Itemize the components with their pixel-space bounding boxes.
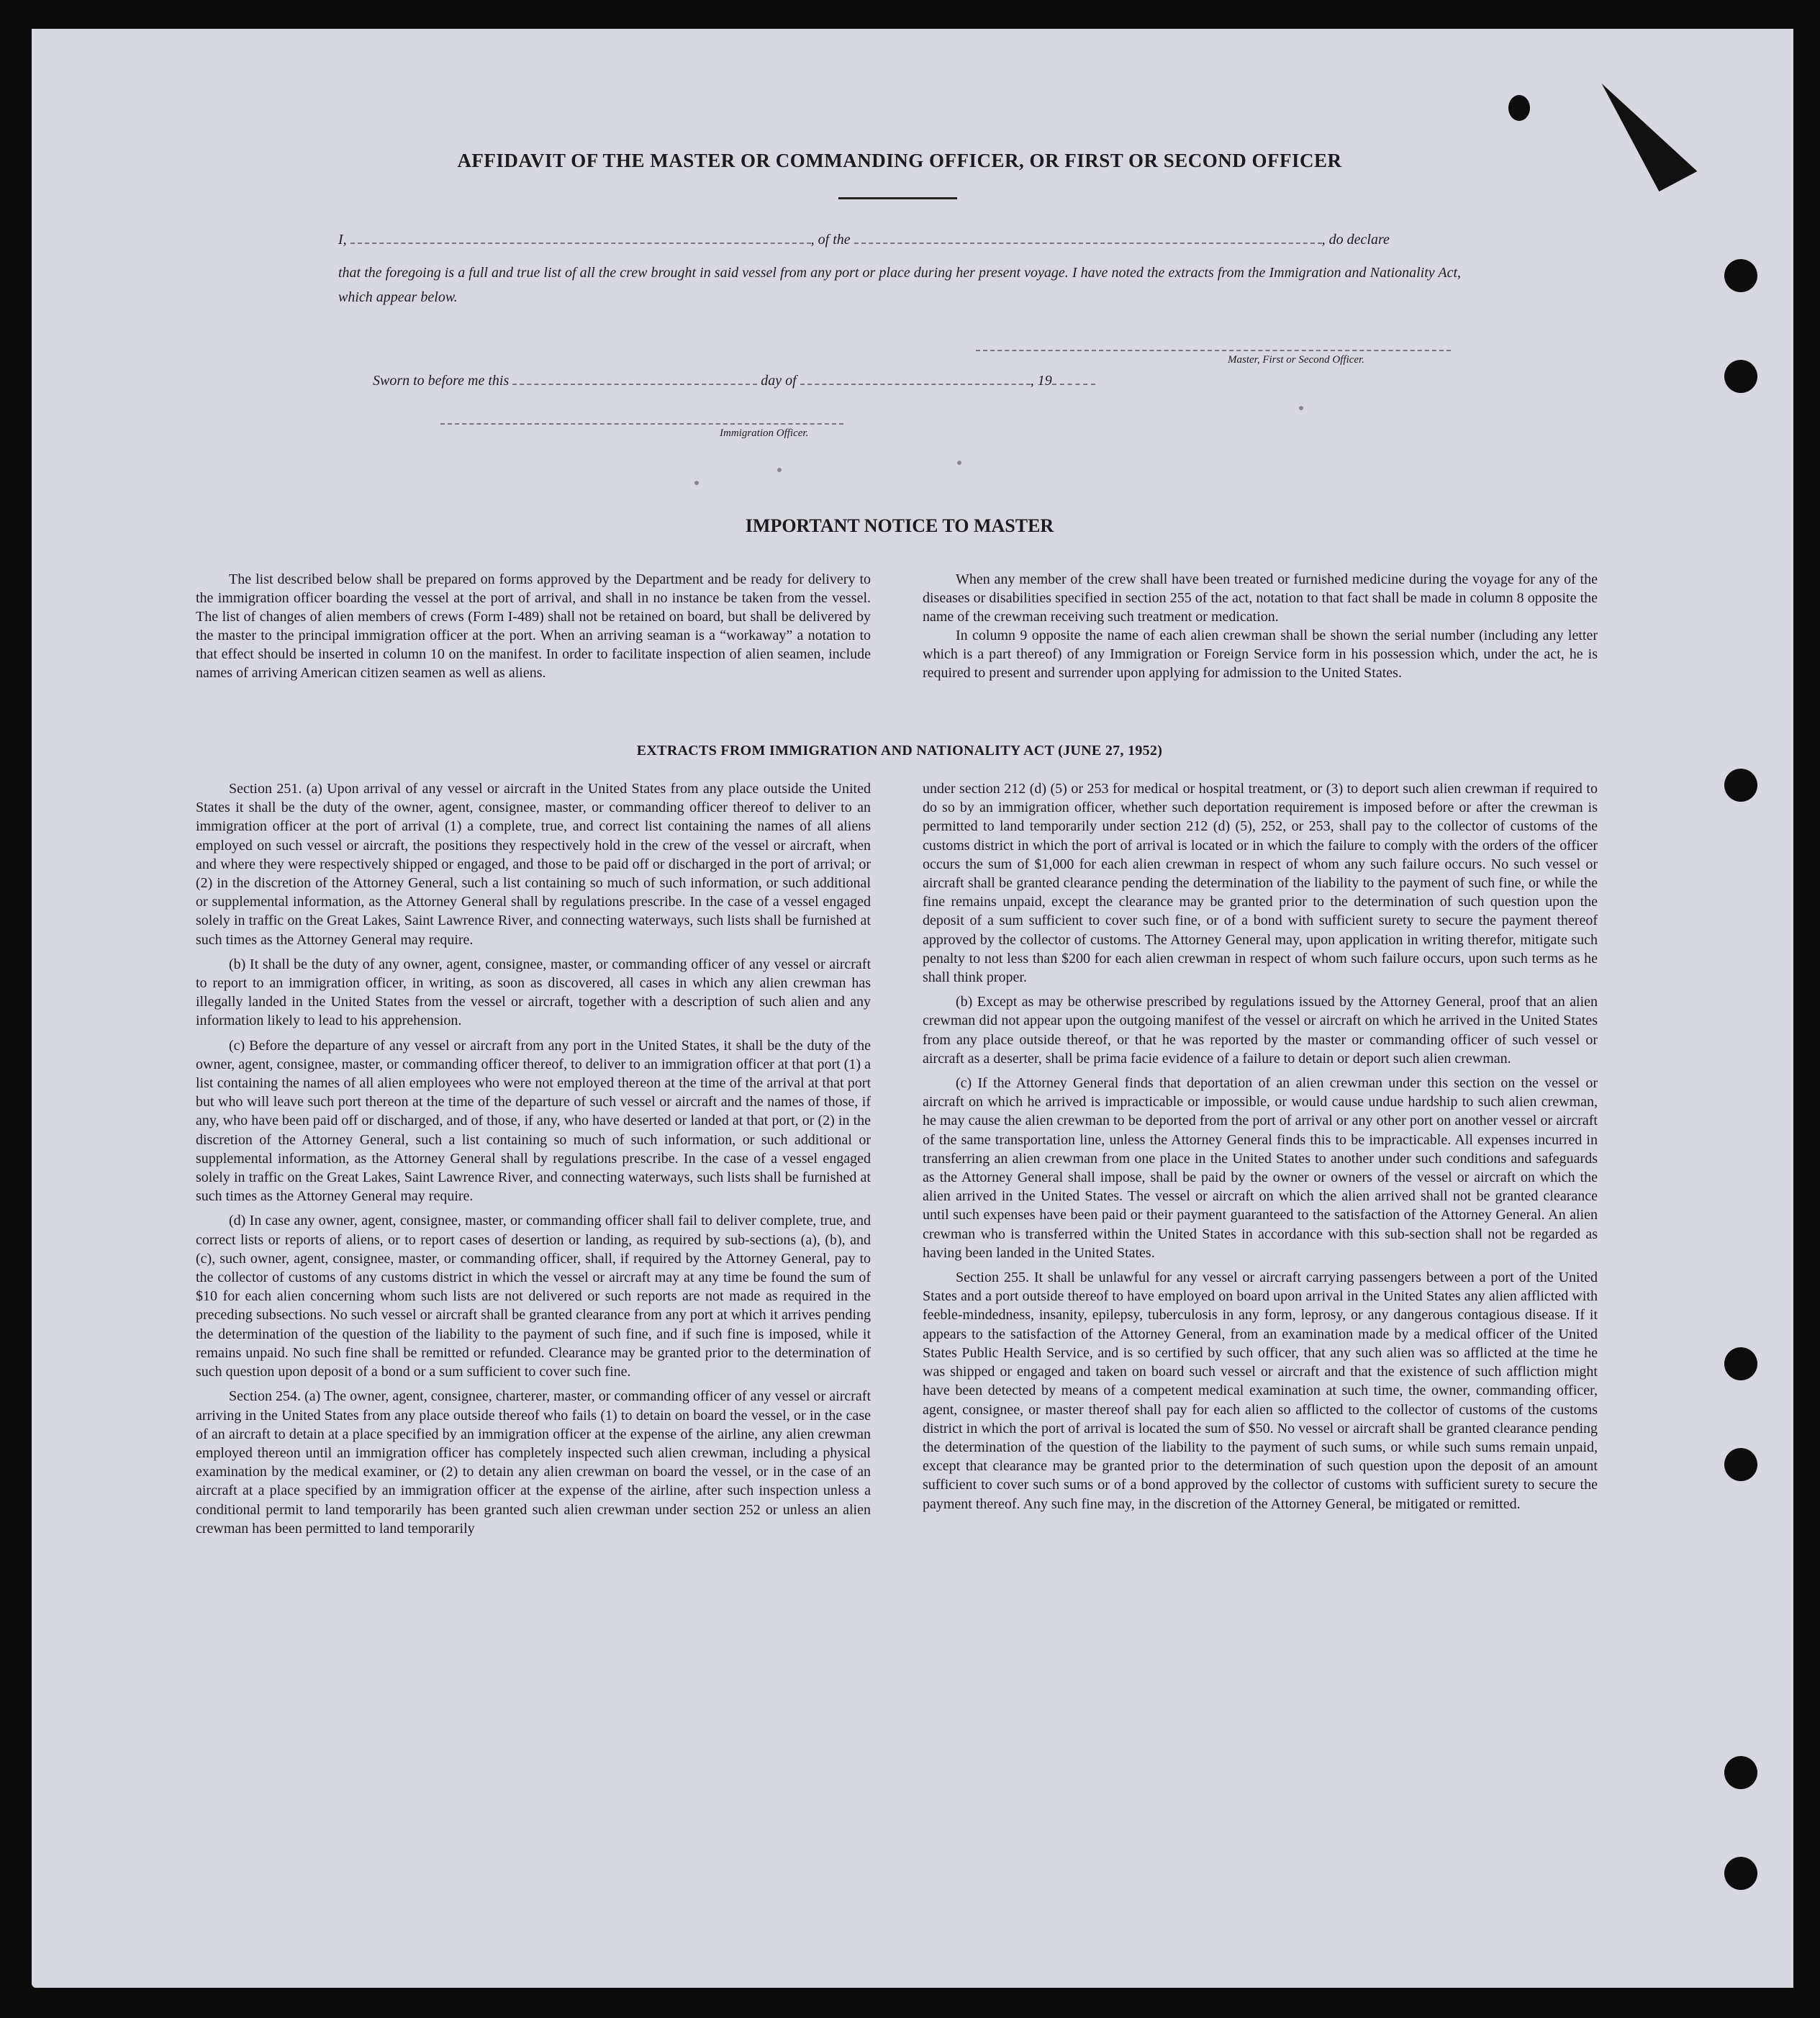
section-251a: Section 251. (a) Upon arrival of any vessel or aircraft in the United States from any place outside the United States it shall be the duty of the owner, agent, consignee, master, or commanding officer thereof to deliver to an immigration officer at the port of arrival (1) a complete, true, and correct list containing the names of all aliens employed on such vessel or aircraft, the positions they respectively hold in the crew of the vessel or aircraft, when and where they were respectively shipped or engaged, and those to be paid off or discharged in the port of arrival; or (2) in the discretion of the Attorney General, such a list containing so much of such information, or such additional or supplemental information, as the Attorney General shall by regulations prescribe. In the case of a vessel engaged solely in traffic on the Great Lakes, Saint Lawrence River, and connecting waterways, such lists shall be furnished at such times as the Attorney General may require. — [196, 781, 871, 948]
binder-hole — [1724, 1756, 1757, 1789]
paper-speck — [957, 461, 961, 465]
section-255: Section 255. It shall be unlawful for any vessel or aircraft carrying passengers between a port of the United States and a port outside thereof to have employed on board upon arrival in the United States any alien afflicted with feeble-mindedness, insanity, epilepsy, tuberculosis in any form, leprosy, or any dangerous contagious disease. If it appears to the satisfaction of the Attorney General, from an examination made by a medical officer of the United States Public Health Service, and is so certified by such officer, that any such alien was so afflicted at the time he was shipped or engaged and taken on board such vessel or aircraft and that the existence of such affliction might have been detected by means of a competent medical examination at such time, the owner, commanding officer, agent, consignee, or master thereof shall pay for each alien so afflicted to the collector of customs of the customs district in which the port of arrival is located the sum of $50. No vessel or aircraft shall be granted clearance pending the determination of the question of the liability to the payment of such sums, or while such sums remain unpaid, except that clearance may be granted prior to the determination of such question upon the deposit of an amount sufficient to cover such sums or of a bond approved by the collector of customs with sufficient surety to secure the payment thereof. Any such fine may, in the discretion of the Attorney General, be mitigated or remitted. — [923, 1270, 1598, 1512]
notice-paragraph: When any member of the crew shall have been treated or furnished medicine during the voyage for any of the diseases or disabilities specified in section 255 of the act, notation to that fact shall be made in column 8 opposite the name of the crewman receiving such treatment or medication. — [923, 571, 1598, 625]
declaration-of-the: , of the — [810, 232, 851, 248]
binder-hole — [1724, 1448, 1757, 1481]
paper-speck — [777, 468, 782, 472]
title-rule — [838, 197, 957, 199]
notice-paragraph: In column 9 opposite the name of each alien crewman shall be shown the serial number (including any letter which is a part thereof) of any Immigration or Foreign Service form in his possession which, under the act, he is required to present and surrender upon applying for admission to the United States. — [923, 628, 1598, 681]
declaration-text: that the foregoing is a full and true list of all the crew brought in said vessel from any port or place during her present voyage. I have noted the extracts from the Immigration and Nationality Act, which appear below. — [338, 265, 1461, 305]
officer-signature-line[interactable] — [440, 423, 843, 425]
sworn-year-field[interactable] — [1052, 374, 1095, 385]
notice-right-column — [923, 570, 1598, 682]
notice-left-column — [196, 570, 871, 682]
officer-caption: Immigration Officer. — [720, 427, 809, 439]
declaration-do-declare: , do declare — [1321, 232, 1390, 248]
sworn-line — [373, 373, 1236, 389]
master-caption: Master, First or Second Officer. — [1228, 354, 1364, 366]
section-254c: (c) If the Attorney General finds that deportation of an alien crewman under this section on the vessel or aircraft on which he arrived is impracticable or impossible, or would cause undue hardship to such alien crewman, he may cause the alien crewman to be deported from the port of arrival or any other port on another vessel or aircraft of the same transportation line, unless the Attorney General finds this to be impracticable. All expenses incurred in transferring an alien crewman from one place in the United States to another under such conditions and safeguards as the Attorney General shall impose, shall be paid by the owner or owners of the vessel or aircraft on which the alien arrived in the United States. The vessel or aircraft on which the alien arrived shall not be granted clearance until such expenses have been paid or their payment guaranteed to the satisfaction of the Attorney General. An alien crewman who is transferred within the United States in accordance with this sub-section shall not be regarded as having been landed in the United States. — [923, 1075, 1598, 1261]
paper-speck — [694, 481, 699, 485]
affidavit-title: AFFIDAVIT OF THE MASTER OR COMMANDING OFFICER, OR FIRST OR SECOND OFFICER — [457, 150, 1342, 171]
declaration-i: I, — [338, 232, 347, 248]
sworn-month-field[interactable] — [800, 374, 1031, 385]
notice-paragraph: The list described below shall be prepared on forms approved by the Department and be ready for delivery to the immigration officer boarding the vessel at the port of arrival, and shall in no instance be taken from the vessel. The list of changes of alien members of crews (Form I-489) shall not be retained on board, but shall be delivered by the master to the principal immigration officer at the port. When an arriving seaman is a “workaway” a notation to that effect should be inserted in column 10 on the manifest. In order to facilitate inspection of alien seamen, include names of arriving American citizen seamen as well as aliens. — [196, 571, 871, 681]
binder-hole — [1724, 769, 1757, 802]
notice-title: IMPORTANT NOTICE TO MASTER — [745, 515, 1054, 536]
section-254b: (b) Except as may be otherwise prescribed by regulations issued by the Attorney General, proof that an alien crewman did not appear upon the outgoing manifest of the vessel or aircraft on which he arrived in the United States from any place outside thereof, or that he was reported by the master or commanding officer of such vessel or aircraft as a deserter, shall be prima facie evidence of a failure to detain or deport such alien crewman. — [923, 994, 1598, 1067]
name-field[interactable] — [350, 232, 811, 244]
section-251d: (d) In case any owner, agent, consignee, master, or commanding officer shall fail to deliver complete, true, and correct lists or reports of aliens, or to report cases of desertion or landing, as required by sub-sections (a), (b), and (c), such owner, agent, consignee, master, or commanding officer, shall, if required by the Attorney General, pay to the collector of customs of any customs district in which the vessel or aircraft may at any time be found the sum of $10 for each alien concerning whom such lists are not delivered or such reports are not made as required in the preceding subsections. No such vessel or aircraft shall be granted clearance from any port at which it arrives pending the determination of the question of the liability to the payment of such fine, and if such fine is imposed, while it remains unpaid. No such fine shall be remitted or refunded. Clearance may be granted prior to the determination of such question upon deposit of a bond or a sum sufficient to cover such fine. — [196, 1213, 871, 1380]
extracts-right-column — [923, 779, 1598, 1514]
year-prefix: , 19 — [1030, 373, 1052, 389]
sworn-label: Sworn to before me this — [373, 373, 510, 389]
section-254a-cont: under section 212 (d) (5) or 253 for medical or hospital treatment, or (3) to deport such alien crewman if required to do so by an immigration officer, whether such deportation requirement is imposed before or after the crewman is permitted to land temporarily under section 212 (d) (5), 252, or 253, shall pay to the collector of customs of the customs district in which the port of arrival is located or in which the failure to comply with the orders of the officer occurs the sum of $1,000 for each alien crewman in respect of whom any such failure occurs. No such vessel or aircraft shall be granted clearance pending the determination of the liability to the payment of such fine, or while the fine remains unpaid, except the clearance may be granted prior to the determination of such question upon the deposit of a sum sufficient to cover such fine, or of a bond with sufficient surety to secure the payment thereof approved by the collector of customs. The Attorney General may, upon application in writing therefor, mitigate such penalty to not less than $200 for each alien crewman in respect of whom such failure occurs, upon such terms as he shall think proper. — [923, 781, 1598, 986]
binder-hole — [1724, 1347, 1757, 1380]
extracts-left-column — [196, 779, 871, 1538]
section-251b: (b) It shall be the duty of any owner, agent, consignee, master, or commanding officer of any vessel or aircraft to report to an immigration officer, in writing, as soon as discovered, all cases in which any alien crewman has illegally landed in the United States from the vessel or aircraft, together with a description of such alien and any information likely to lead to his apprehension. — [196, 956, 871, 1029]
extracts-title: EXTRACTS FROM IMMIGRATION AND NATIONALITY ACT (JUNE 27, 1952) — [636, 743, 1163, 759]
section-251c: (c) Before the departure of any vessel or aircraft from any port in the United States, it shall be the duty of the owner, agent, consignee, master, or commanding officer thereof, to deliver to an immigration officer at that port (1) a list containing the names of all alien employees who were not employed thereon at the time of the arrival at that port but who will leave such port thereon at the time of the departure of such vessel or aircraft and the names of those, if any, who have been paid off or discharged, and of those, if any, who have deserted or landed at that port, or (2) in the discretion of the Attorney General, such a list containing so much of such information, or such additional or supplemental information, as the Attorney General shall by regulations prescribe. In the case of a vessel engaged solely in traffic on the Great Lakes, Saint Lawrence River, and connecting waterways, such lists shall be furnished at such times as the Attorney General may require. — [196, 1037, 871, 1205]
declaration-line — [338, 232, 1461, 248]
section-254a: Section 254. (a) The owner, agent, consignee, charterer, master, or commanding officer of any vessel or aircraft arriving in the United States from any place outside thereof who fails (1) to detain on board the vessel, or in the case of an aircraft to detain at a place specified by an immigration officer at the expense of the airline, any alien crewman employed thereon until an immigration officer has completely inspected such alien crewman, including a physical examination by the medical examiner, or (2) to detain any alien crewman on board the vessel, or in the case of an aircraft at a place specified by an immigration officer at the expense of the airline, after such inspection unless a conditional permit to land temporarily has been granted such alien crewman under section 252 or unless an alien crewman has been permitted to land temporarily — [196, 1388, 871, 1537]
paper-speck — [1299, 406, 1303, 410]
binder-hole — [1724, 1857, 1757, 1890]
day-of-label: day of — [761, 373, 797, 389]
vessel-field[interactable] — [854, 232, 1322, 244]
binder-hole — [1724, 259, 1757, 292]
binder-hole — [1508, 95, 1530, 121]
sworn-day-field[interactable] — [512, 374, 757, 385]
master-signature-line[interactable] — [976, 350, 1451, 351]
binder-hole — [1724, 360, 1757, 393]
